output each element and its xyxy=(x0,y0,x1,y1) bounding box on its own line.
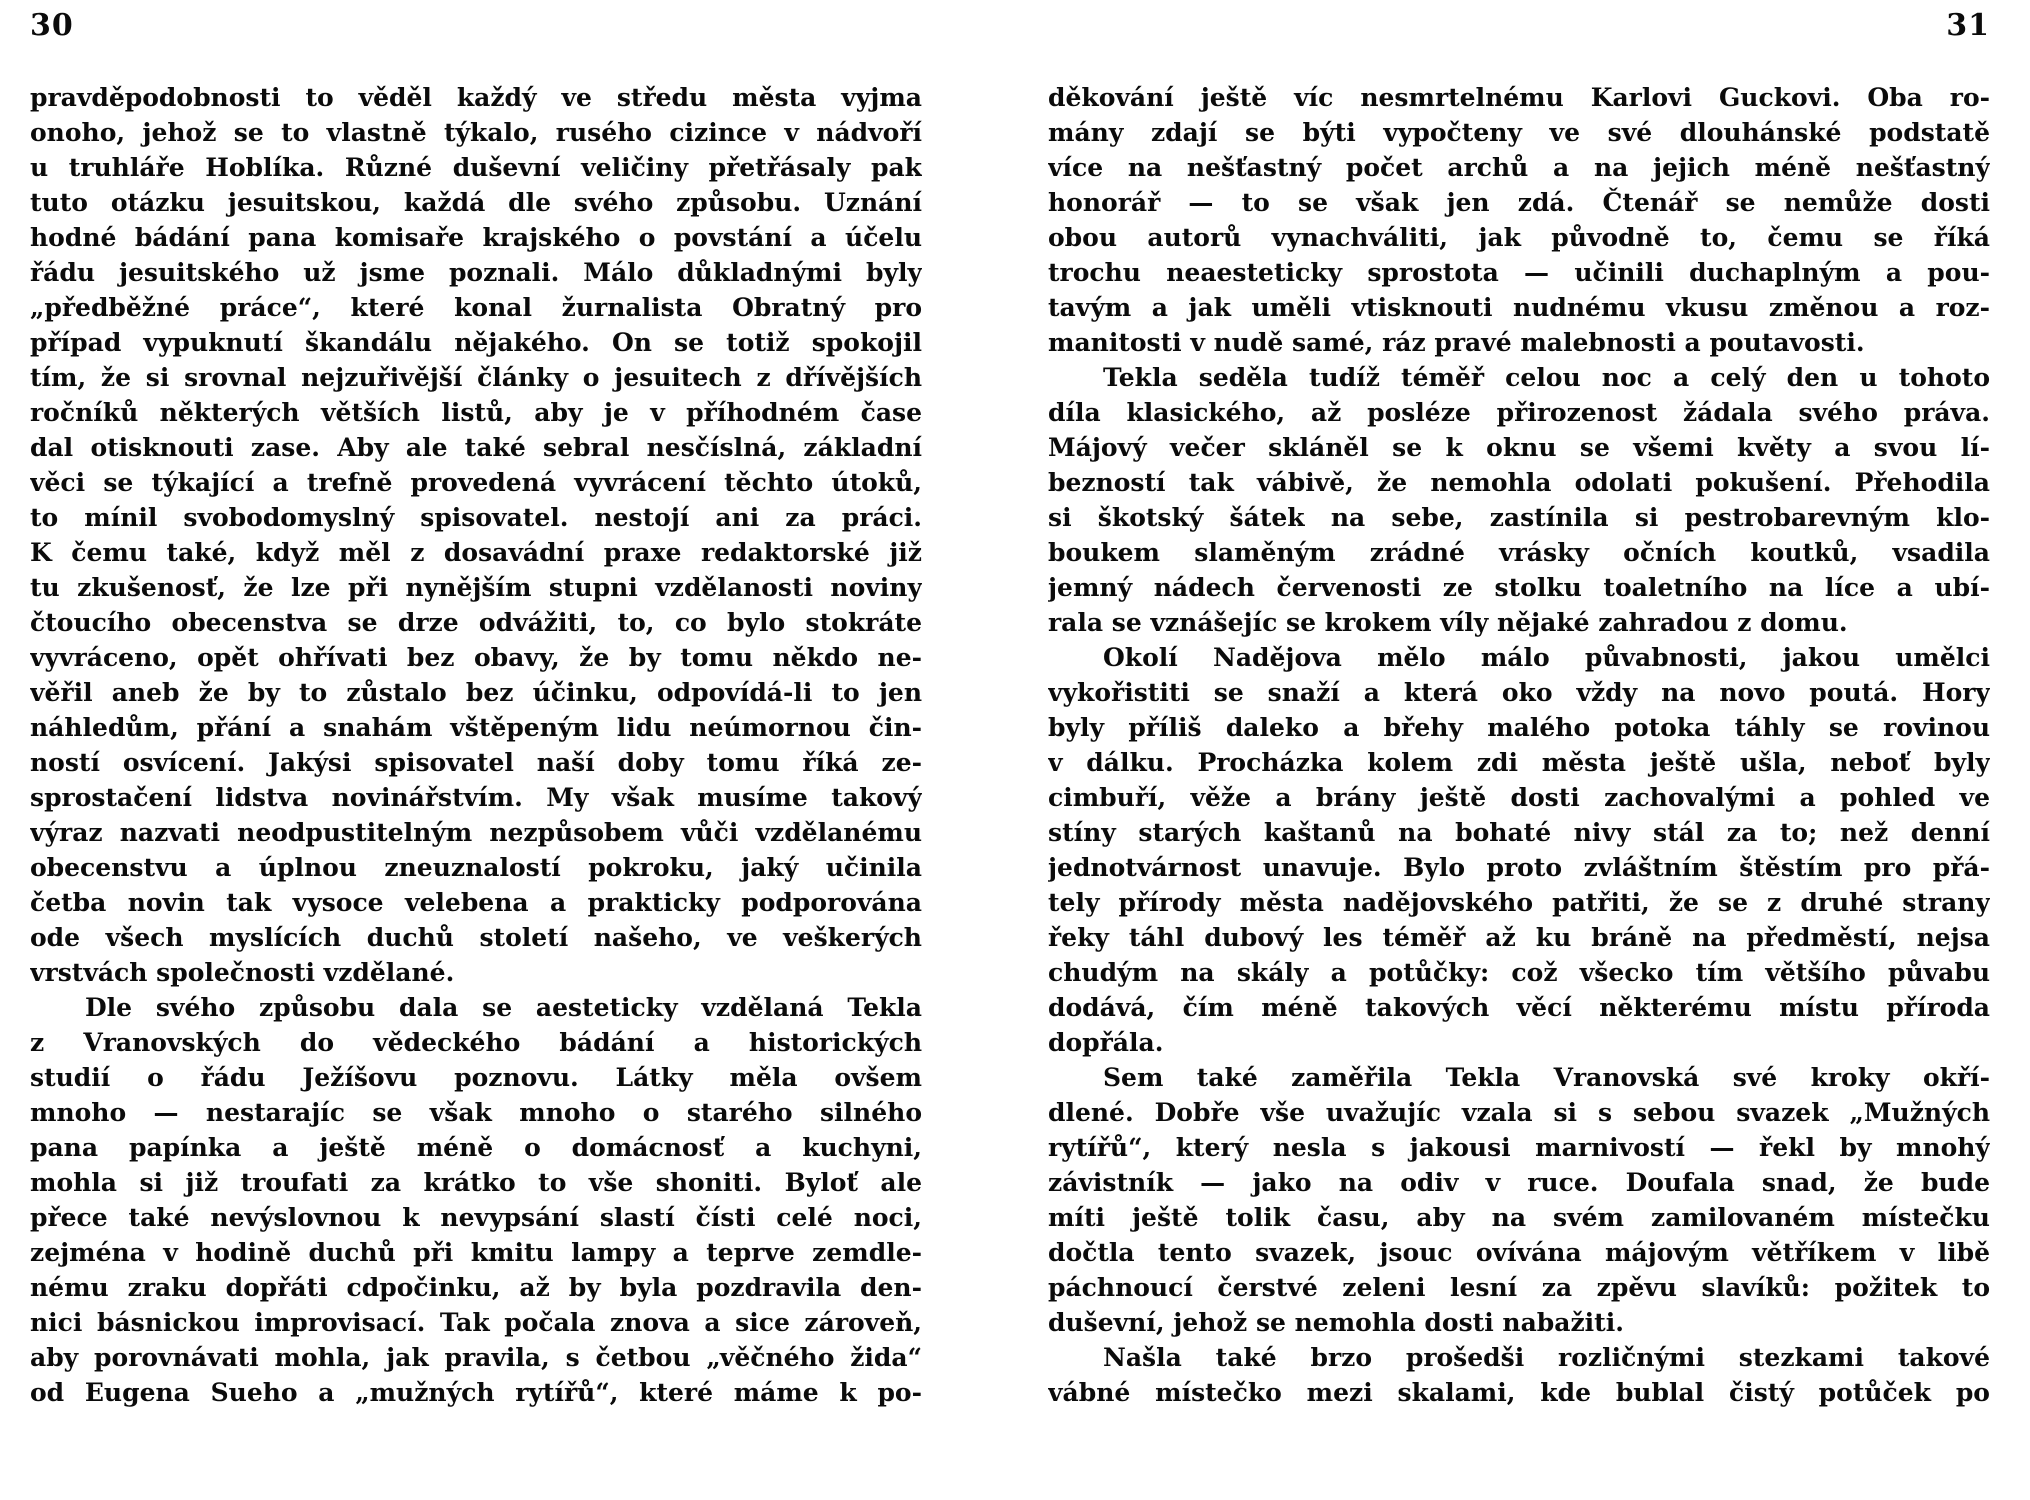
text-line: závistník — jako na odiv v ruce. Doufala snad, že bude xyxy=(1048,1168,1990,1197)
text-line: honorář — to se však jen zdá. Čtenář se nemůže dosti xyxy=(1048,188,1990,217)
page-left-text-column xyxy=(30,80,922,1410)
text-line: Májový večer skláněl se k oknu se všemi květy a svou lí- xyxy=(1048,433,1990,462)
text-line: tuto otázku jesuitskou, každá dle svého způsobu. Uznání xyxy=(30,188,922,217)
text-line: manitosti v nudě samé, ráz pravé malebnosti a poutavosti. xyxy=(1048,328,1865,357)
text-line: ročníků některých větších listů, aby je v příhodném čase xyxy=(30,398,922,427)
text-line: K čemu také, když měl z dosavádní praxe redaktorské již xyxy=(30,538,922,567)
text-line: mnoho — nestarajíc se však mnoho o starého silného xyxy=(30,1098,922,1127)
text-line: páchnoucí čerstvé zeleni lesní za zpěvu slavíků: požitek to xyxy=(1048,1273,1990,1302)
text-line: zejména v hodině duchů při kmitu lampy a teprve zemdle- xyxy=(30,1238,922,1267)
text-line: byly příliš daleko a břehy malého potoka táhly se rovinou xyxy=(1048,713,1990,742)
text-line: tavým a jak uměli vtisknouti nudnému vkusu změnou a roz- xyxy=(1048,293,1990,322)
text-line: míti ještě tolik času, aby na svém zamilovaném místečku xyxy=(1048,1203,1990,1232)
text-line: výraz nazvati neodpustitelným nezpůsobem vůči vzdělanému xyxy=(30,818,922,847)
text-line: to mínil svobodomyslný spisovatel. nestojí ani za práci. xyxy=(30,503,922,532)
text-line: rytířů“, který nesla s jakousi marnivostí — řekl by mnohý xyxy=(1048,1133,1990,1162)
text-line: mohla si již troufati za krátko to vše shoniti. Byloť ale xyxy=(30,1168,922,1197)
page-number-left: 30 xyxy=(30,8,74,43)
text-line: z Vranovských do vědeckého bádání a historických xyxy=(30,1028,922,1057)
text-line: vábné místečko mezi skalami, kde bublal čistý potůček po xyxy=(1048,1378,1990,1407)
text-line: v dálku. Procházka kolem zdi města ještě ušla, neboť byly xyxy=(1048,748,1990,777)
text-line: vyvráceno, opět ohřívati bez obavy, že by tomu někdo ne- xyxy=(30,643,922,672)
text-line: tím, že si srovnal nejzuřivější články o jesuitech z dřívějších xyxy=(30,363,922,392)
text-line: obecenstvu a úplnou zneuznalostí pokroku, jaký učinila xyxy=(30,853,922,882)
text-line: boukem slaměným zrádné vrásky očních koutků, vsadila xyxy=(1048,538,1990,567)
text-line: jemný nádech červenosti ze stolku toaletního na líce a ubí- xyxy=(1048,573,1990,602)
text-line: čtoucího obecenstva se drze odvážiti, to, co bylo stokráte xyxy=(30,608,922,637)
text-line: četba novin tak vysoce velebena a prakticky podporována xyxy=(30,888,922,917)
text-line: řeky táhl dubový les téměř až ku bráně na předměstí, nejsa xyxy=(1048,923,1990,952)
page-right-text-column xyxy=(1048,80,1990,1410)
text-line: nici básnickou improvisací. Tak počala znova a sice zároveň, xyxy=(30,1308,922,1337)
text-line: „předběžné práce“, které konal žurnalista Obratný pro xyxy=(30,293,922,322)
text-line: věřil aneb že by to zůstalo bez účinku, odpovídá-li to jen xyxy=(30,678,922,707)
text-line: studií o řádu Ježíšovu poznovu. Látky měla ovšem xyxy=(30,1063,922,1092)
text-line: Tekla seděla tudíž téměř celou noc a celý den u tohoto xyxy=(1103,363,1990,392)
text-line: stíny starých kaštanů na bohaté nivy stál za to; než denní xyxy=(1048,818,1990,847)
text-line: dočtla tento svazek, jsouc ovívána májovým větříkem v libě xyxy=(1048,1238,1990,1267)
text-line: ode všech myslících duchů století našeho, ve veškerých xyxy=(30,923,922,952)
text-line: tely přírody města nadějovského patřiti, že se z druhé strany xyxy=(1048,888,1990,917)
page-number-right: 31 xyxy=(1946,8,1990,43)
text-line: od Eugena Sueho a „mužných rytířů“, které máme k po- xyxy=(30,1378,922,1407)
text-line: dodává, čím méně takových věcí některému místu příroda xyxy=(1048,993,1990,1022)
text-line: vykořistiti se snaží a která oko vždy na novo poutá. Hory xyxy=(1048,678,1990,707)
text-line: Našla také brzo prošedši rozličnými stezkami takové xyxy=(1103,1343,1990,1372)
text-line: u truhláře Hoblíka. Různé duševní veličiny přetřásaly pak xyxy=(30,153,922,182)
text-line: dlené. Dobře vše uvažujíc vzala si s sebou svazek „Mužných xyxy=(1048,1098,1990,1127)
text-line: obou autorů vynachváliti, jak původně to, čemu se říká xyxy=(1048,223,1990,252)
text-line: Sem také zaměřila Tekla Vranovská své kroky okří- xyxy=(1103,1063,1990,1092)
text-line: duševní, jehož se nemohla dosti nabažiti. xyxy=(1048,1308,1624,1337)
text-line: nému zraku dopřáti cdpočinku, až by byla pozdravila den- xyxy=(30,1273,922,1302)
text-line: pana papínka a ještě méně o domácnosť a kuchyni, xyxy=(30,1133,922,1162)
text-line: sprostačení lidstva novinářstvím. My však musíme takový xyxy=(30,783,922,812)
text-line: trochu neaesteticky sprostota — učinili duchaplným a pou- xyxy=(1048,258,1990,287)
text-line: rala se vznášejíc se krokem víly nějaké zahradou z domu. xyxy=(1048,608,1848,637)
text-line: případ vypuknutí škandálu nějakého. On se totiž spokojil xyxy=(30,328,922,357)
text-line: Okolí Nadějova mělo málo půvabnosti, jakou umělci xyxy=(1103,643,1990,672)
text-line: pravděpodobnosti to věděl každý ve středu města vyjma xyxy=(30,83,922,112)
text-line: bezností tak vábivě, že nemohla odolati pokušení. Přehodila xyxy=(1048,468,1990,497)
text-line: dal otisknouti zase. Aby ale také sebral nesčíslná, základní xyxy=(30,433,922,462)
text-line: onoho, jehož se to vlastně týkalo, rusého cizince v nádvoří xyxy=(30,118,922,147)
text-line: hodné bádání pana komisaře krajského o povstání a účelu xyxy=(30,223,922,252)
text-line: jednotvárnost unavuje. Bylo proto zvláštním štěstím pro přá- xyxy=(1048,853,1990,882)
text-line: díla klasického, až posléze přirozenost žádala svého práva. xyxy=(1048,398,1990,427)
text-line: Dle svého způsobu dala se aesteticky vzdělaná Tekla xyxy=(85,993,922,1022)
text-line: tu zkušenosť, že lze při nynějším stupni vzdělanosti noviny xyxy=(30,573,922,602)
text-line: dopřála. xyxy=(1048,1028,1164,1057)
text-line: aby porovnávati mohla, jak pravila, s četbou „věčného žida“ xyxy=(30,1343,922,1372)
text-line: cimbuří, věže a brány ještě dosti zachovalými a pohled ve xyxy=(1048,783,1990,812)
text-line: náhledům, přání a snahám vštěpeným lidu neúmornou čin- xyxy=(30,713,922,742)
text-line: přece také nevýslovnou k nevypsání slastí čísti celé noci, xyxy=(30,1203,922,1232)
text-line: ností osvícení. Jakýsi spisovatel naší doby tomu říká ze- xyxy=(30,748,922,777)
text-line: více na nešťastný počet archů a na jejich méně nešťastný xyxy=(1048,153,1990,182)
text-line: věci se týkající a trefně provedená vyvrácení těchto útoků, xyxy=(30,468,922,497)
text-line: mány zdají se býti vypočteny ve své dlouhánské podstatě xyxy=(1048,118,1990,147)
text-line: si škotský šátek na sebe, zastínila si pestrobarevným klo- xyxy=(1048,503,1990,532)
text-line: děkování ještě víc nesmrtelnému Karlovi Guckovi. Oba ro- xyxy=(1048,83,1990,112)
text-line: vrstvách společnosti vzdělané. xyxy=(30,958,455,987)
text-line: chudým na skály a potůčky: což všecko tím většího půvabu xyxy=(1048,958,1990,987)
text-line: řádu jesuitského už jsme poznali. Málo důkladnými byly xyxy=(30,258,922,287)
